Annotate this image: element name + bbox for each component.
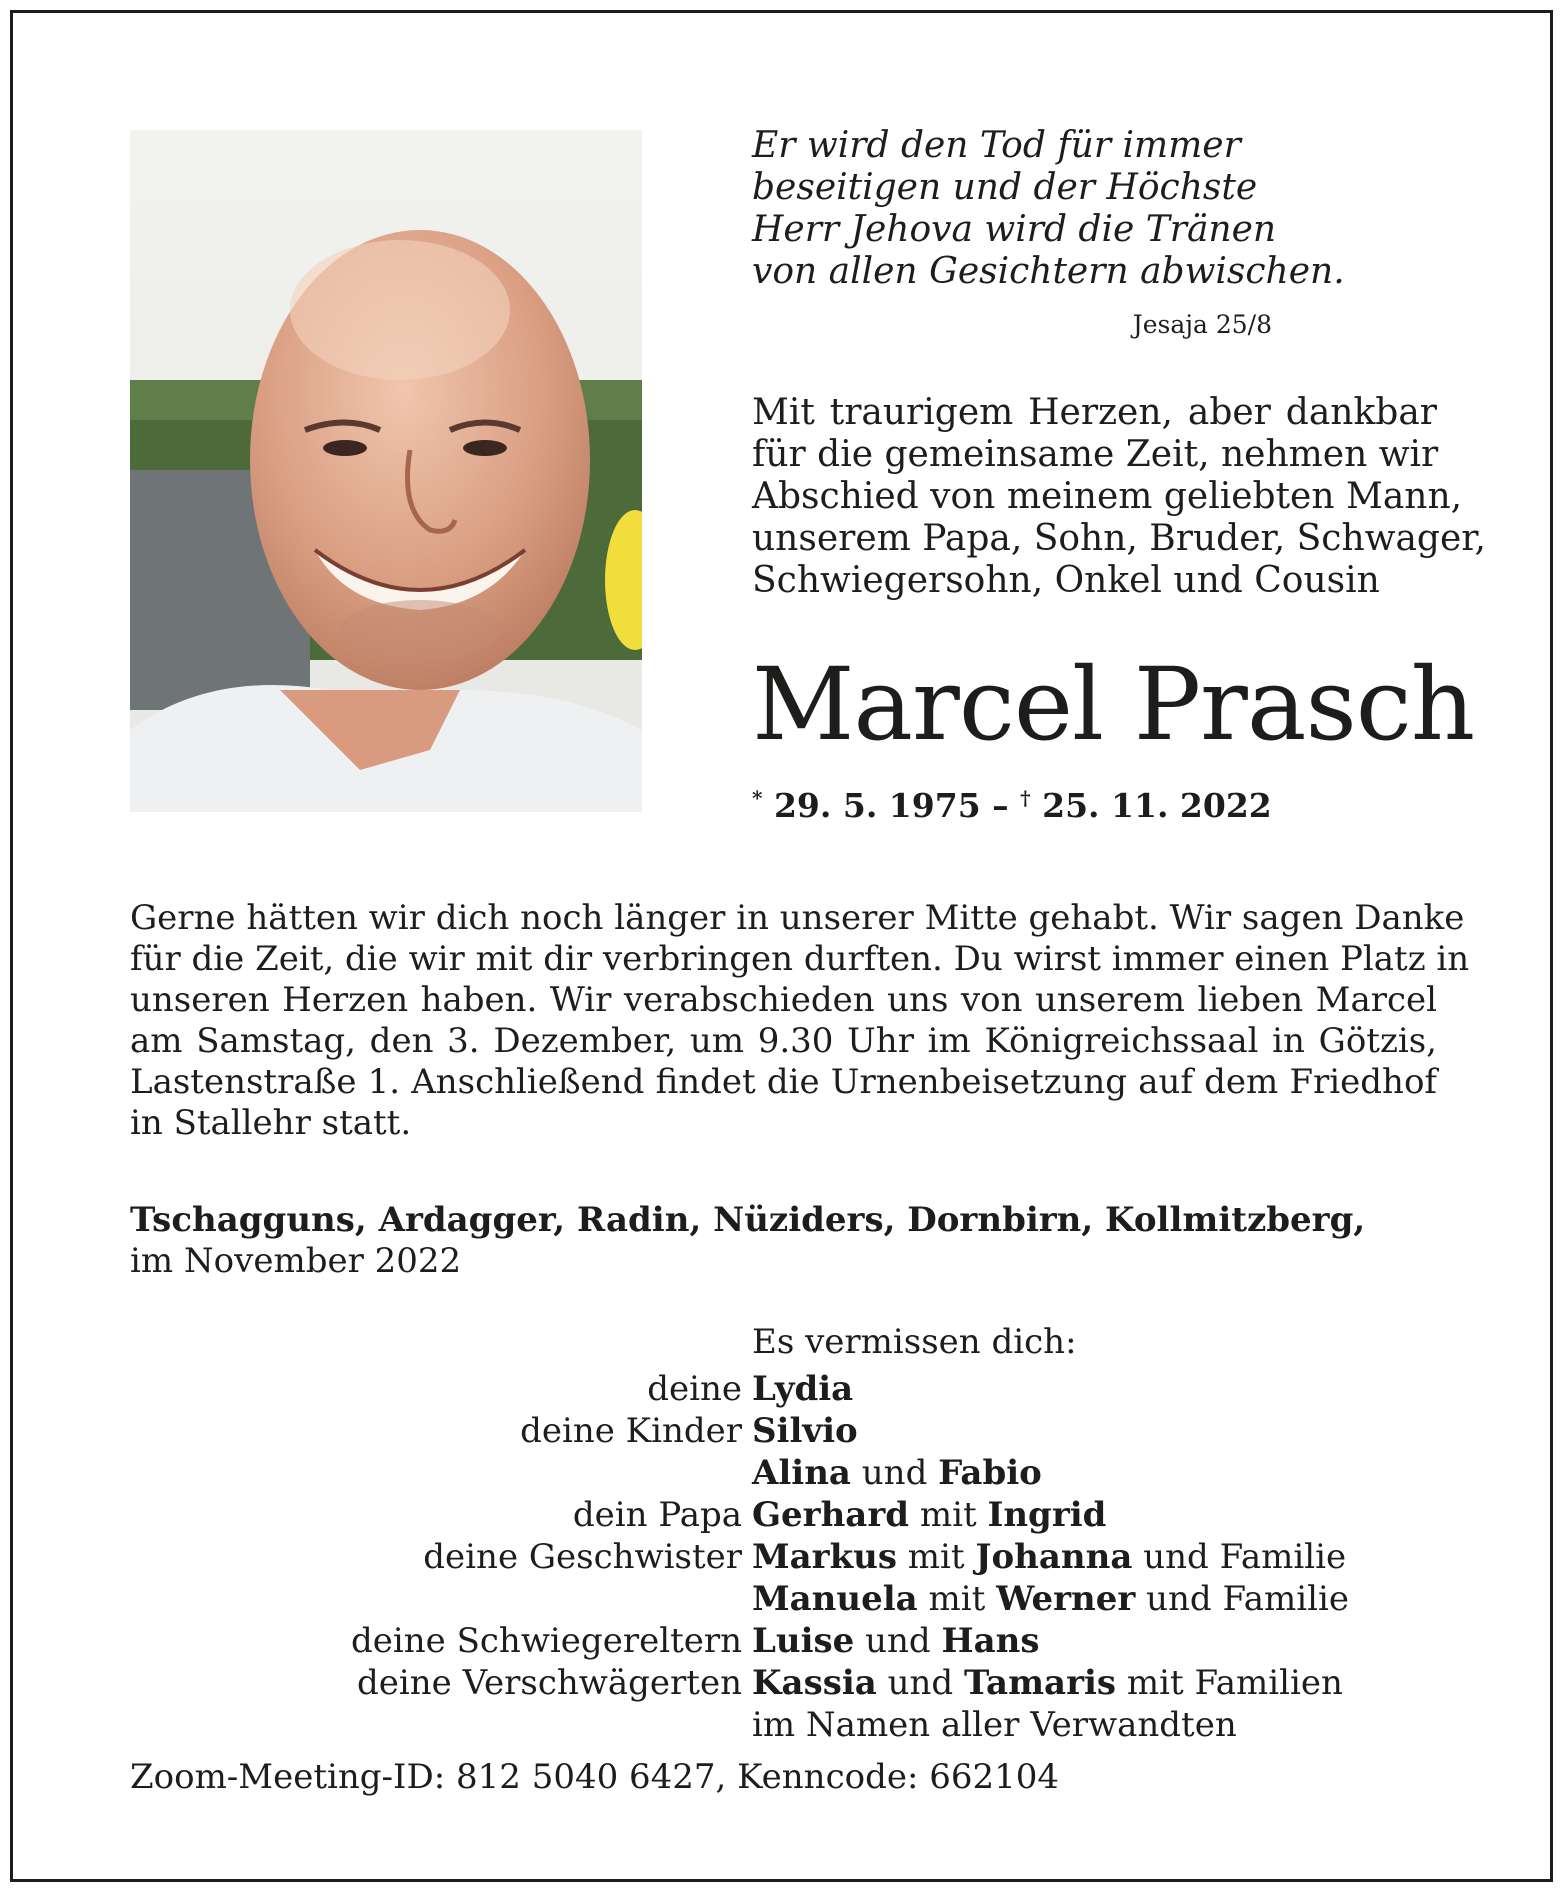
family-names — [752, 1662, 1343, 1704]
deceased-name: Marcel Prasch — [752, 646, 1475, 763]
family-connector: und Familie — [1135, 1579, 1350, 1619]
quote-line: von allen Gesichtern abwischen. — [752, 251, 1345, 292]
family-names — [752, 1620, 1040, 1662]
family-member-name: Ingrid — [987, 1495, 1107, 1535]
family-list — [0, 1368, 1567, 1746]
family-member-name: Hans — [941, 1621, 1040, 1661]
family-connector: mit — [897, 1537, 976, 1577]
family-relation: deine — [647, 1369, 742, 1409]
family-connector: mit — [917, 1579, 997, 1619]
body-line: unseren Herzen haben. Wir verabschieden uns von unserem lieben Marcel — [130, 980, 1437, 1020]
family-row — [0, 1620, 1567, 1662]
quote-line: Er wird den Tod für immer — [752, 125, 1241, 166]
family-relation: deine Schwiegereltern — [351, 1621, 742, 1661]
family-member-name: Silvio — [752, 1411, 858, 1451]
town-list: Tschagguns, Ardagger, Radin, Nüziders, Dornbirn, Kollmitzberg, — [130, 1200, 1366, 1240]
family-row — [0, 1452, 1567, 1494]
family-relation: deine Kinder — [520, 1411, 742, 1451]
family-member-name: Gerhard — [752, 1495, 910, 1535]
intro-text — [752, 392, 1486, 602]
birth-date: 29. 5. 1975 — [773, 786, 981, 825]
family-connector: im Namen aller Verwandten — [752, 1705, 1237, 1745]
intro-line: Mit traurigem Herzen, aber dankbar — [752, 392, 1437, 433]
family-connector: und Familie — [1132, 1537, 1347, 1577]
family-row — [0, 1662, 1567, 1704]
quote-line: Herr Jehova wird die Tränen — [752, 209, 1277, 250]
family-row — [0, 1704, 1567, 1746]
intro-line: Abschied von meinem geliebten Mann, — [752, 476, 1463, 517]
funeral-announcement — [130, 898, 1470, 1144]
family-connector: und — [850, 1453, 939, 1493]
family-names — [752, 1704, 1237, 1746]
family-member-name: Markus — [752, 1537, 897, 1577]
quote-line: beseitigen und der Höchste — [752, 167, 1258, 208]
family-member-name: Alina — [752, 1453, 851, 1493]
places-and-date — [130, 1200, 1450, 1282]
family-connector: und — [876, 1663, 964, 1703]
portrait-photo — [130, 130, 642, 812]
family-connector: und — [854, 1621, 942, 1661]
family-row — [0, 1368, 1567, 1410]
quote-reference: Jesaja 25/8 — [1132, 310, 1272, 339]
family-member-name: Werner — [996, 1579, 1136, 1619]
family-connector: mit Familien — [1116, 1663, 1343, 1703]
family-row — [0, 1410, 1567, 1452]
body-line: Lastenstraße 1. Anschließend findet die Urnenbeisetzung auf dem Friedhof — [130, 1062, 1437, 1102]
body-line: Gerne hätten wir dich noch länger in unserer Mitte gehabt. Wir sagen Danke — [130, 898, 1465, 938]
family-relation: deine Verschwägerten — [357, 1663, 742, 1703]
intro-line: Schwiegersohn, Onkel und Cousin — [752, 560, 1380, 601]
family-row — [0, 1578, 1567, 1620]
family-heading: Es vermissen dich: — [752, 1322, 1077, 1362]
family-row — [0, 1536, 1567, 1578]
death-date: 25. 11. 2022 — [1042, 786, 1272, 825]
family-member-name: Manuela — [752, 1579, 918, 1619]
date-separator: – — [992, 786, 1009, 825]
intro-line: für die gemeinsame Zeit, nehmen wir — [752, 434, 1439, 475]
family-member-name: Luise — [752, 1621, 855, 1661]
family-relation: dein Papa — [572, 1495, 742, 1535]
family-member-name: Tamaris — [964, 1663, 1117, 1703]
family-member-name: Lydia — [752, 1369, 854, 1409]
family-names — [752, 1410, 858, 1452]
family-row — [0, 1494, 1567, 1536]
family-names — [752, 1578, 1349, 1620]
portrait-illustration — [130, 130, 642, 812]
body-line: am Samstag, den 3. Dezember, um 9.30 Uhr im Königreichssaal in Götzis, — [130, 1021, 1437, 1061]
intro-line: unserem Papa, Sohn, Bruder, Schwager, — [752, 518, 1486, 559]
birth-symbol: * — [752, 786, 763, 810]
zoom-meeting-info: Zoom-Meeting-ID: 812 5040 6427, Kenncode: 662104 — [130, 1757, 1060, 1797]
body-line: in Stallehr statt. — [130, 1103, 412, 1143]
family-names — [752, 1536, 1346, 1578]
family-member-name: Kassia — [752, 1663, 877, 1703]
family-relation: deine Geschwister — [423, 1537, 742, 1577]
family-names — [752, 1368, 853, 1410]
announcement-date: im November 2022 — [130, 1241, 462, 1281]
body-line: für die Zeit, die wir mit dir verbringen durften. Du wirst immer einen Platz in — [130, 939, 1470, 979]
family-member-name: Johanna — [975, 1537, 1133, 1577]
family-connector: mit — [909, 1495, 988, 1535]
life-dates — [752, 776, 1272, 828]
family-member-name: Fabio — [938, 1453, 1042, 1493]
bible-quote — [752, 125, 1345, 293]
death-symbol: † — [1020, 786, 1031, 810]
family-names — [752, 1494, 1106, 1536]
family-names — [752, 1452, 1042, 1494]
